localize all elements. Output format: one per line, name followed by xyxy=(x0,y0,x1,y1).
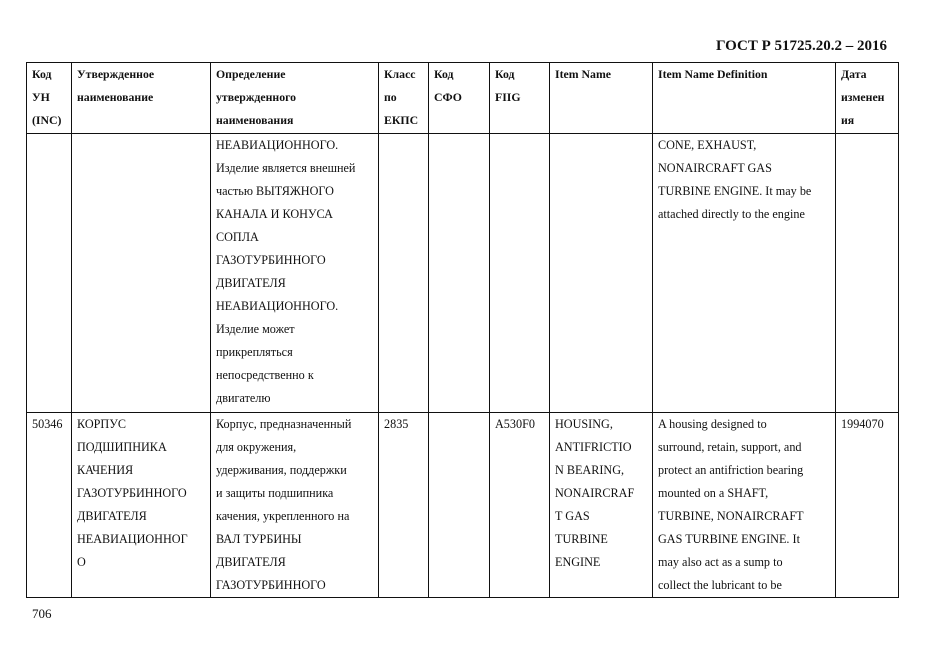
header-change-date: Дата изменен ия xyxy=(836,63,899,134)
cell-definition: Корпус, предназначенный для окружения, удерживания, поддержки и защиты подшипника качения, укрепленного на ВАЛ ТУРБИНЫ ДВИГАТЕЛЯ ГАЗОТУРБИННОГО xyxy=(211,413,379,598)
cell-ekps-class: 2835 xyxy=(379,413,429,598)
cell-approved-name xyxy=(72,134,211,413)
header-approved-name: Утвержденное наименование xyxy=(72,63,211,134)
cell-item-definition: CONE, EXHAUST, NONAIRCRAFT GAS TURBINE ENGINE. It may be attached directly to the engine xyxy=(653,134,836,413)
cell-fiig-code xyxy=(490,134,550,413)
cell-item-definition: A housing designed to surround, retain, support, and protect an antifriction bearing mounted on a SHAFT, TURBINE, NONAIRCRAFT GAS TURBINE ENGINE. It may also act as a sump to collect the lubricant to be xyxy=(653,413,836,598)
header-ekps-class: Класс по ЕКПС xyxy=(379,63,429,134)
header-sfo-code: Код СФО xyxy=(429,63,490,134)
document-title: ГОСТ Р 51725.20.2 – 2016 xyxy=(715,38,887,54)
cell-inc xyxy=(27,134,72,413)
cell-inc: 50346 xyxy=(27,413,72,598)
cell-item-name: HOUSING, ANTIFRICTIO N BEARING, NONAIRCRAF T GAS TURBINE ENGINE xyxy=(550,413,653,598)
cell-ekps-class xyxy=(379,134,429,413)
cell-approved-name: КОРПУС ПОДШИПНИКА КАЧЕНИЯ ГАЗОТУРБИННОГО ДВИГАТЕЛЯ НЕАВИАЦИОННОГ О xyxy=(72,413,211,598)
header-item-name: Item Name xyxy=(550,63,653,134)
table-row xyxy=(27,134,899,413)
header-fiig-code: Код FIIG xyxy=(490,63,550,134)
cell-fiig-code: A530F0 xyxy=(490,413,550,598)
classification-table xyxy=(26,62,899,598)
cell-change-date: 1994070 xyxy=(836,413,899,598)
page-number: 706 xyxy=(32,606,52,621)
cell-sfo-code xyxy=(429,134,490,413)
cell-sfo-code xyxy=(429,413,490,598)
cell-item-name xyxy=(550,134,653,413)
header-inc: Код УН (INC) xyxy=(27,63,72,134)
table-row xyxy=(27,413,899,598)
header-definition: Определение утвержденного наименования xyxy=(211,63,379,134)
cell-definition: НЕАВИАЦИОННОГО. Изделие является внешней частью ВЫТЯЖНОГО КАНАЛА И КОНУСА СОПЛА ГАЗОТУРБИННОГО ДВИГАТЕЛЯ НЕАВИАЦИОННОГО. Изделие может прикрепляться непосредственно к двигателю xyxy=(211,134,379,413)
header-item-definition: Item Name Definition xyxy=(653,63,836,134)
cell-change-date xyxy=(836,134,899,413)
table-header-row xyxy=(27,63,899,134)
